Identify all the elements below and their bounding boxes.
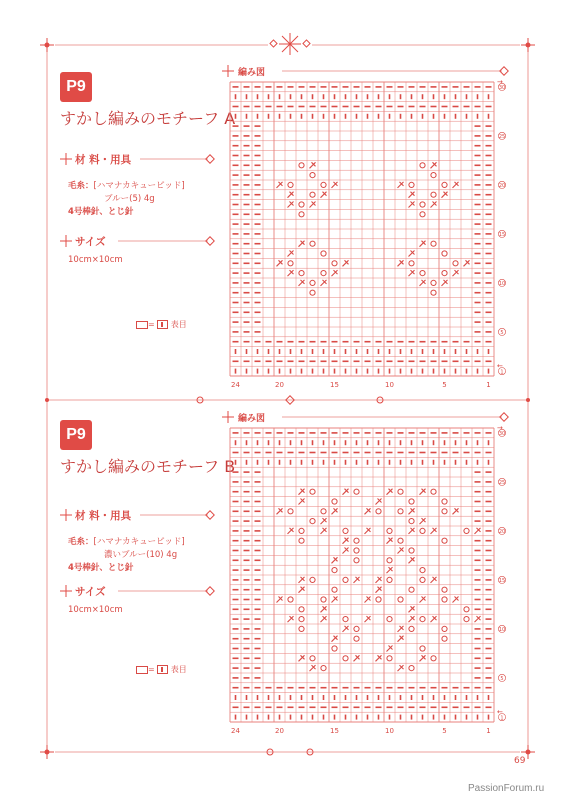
yarn-over-symbol bbox=[442, 626, 447, 631]
k2tog-symbol bbox=[420, 489, 426, 495]
k2tog-symbol bbox=[299, 587, 305, 593]
k2tog-symbol bbox=[332, 508, 338, 514]
yarn-over-symbol bbox=[343, 656, 348, 661]
yarn-over-symbol bbox=[431, 656, 436, 661]
yarn-over-symbol bbox=[420, 528, 425, 533]
row-label: 15 bbox=[498, 232, 506, 239]
yarn-over-symbol bbox=[310, 489, 315, 494]
pattern-b-chart-heading-rule bbox=[222, 410, 522, 424]
k2tog-symbol bbox=[420, 280, 426, 286]
k2tog-symbol bbox=[277, 597, 283, 603]
yarn-over-symbol bbox=[332, 499, 337, 504]
yarn-over-symbol bbox=[442, 636, 447, 641]
yarn-over-symbol bbox=[299, 528, 304, 533]
pattern-a-size: 10cm×10cm bbox=[68, 255, 123, 265]
pattern-a-materials-heading: 材 料・用具 bbox=[75, 154, 132, 166]
yarn-over-symbol bbox=[431, 192, 436, 197]
k2tog-symbol bbox=[332, 182, 338, 188]
row-label: 25 bbox=[498, 134, 506, 141]
k2tog-symbol bbox=[453, 597, 459, 603]
k2tog-symbol bbox=[431, 616, 437, 622]
k2tog-symbol bbox=[343, 626, 349, 632]
k2tog-symbol bbox=[453, 270, 459, 276]
knitting-chart-a bbox=[220, 78, 520, 396]
yarn-over-symbol bbox=[288, 509, 293, 514]
yarn-over-symbol bbox=[288, 261, 293, 266]
row-label: 30 bbox=[498, 431, 506, 438]
yarn-over-symbol bbox=[321, 251, 326, 256]
k2tog-symbol bbox=[288, 251, 294, 257]
yarn-over-symbol bbox=[420, 577, 425, 582]
column-label: 1 bbox=[486, 381, 491, 389]
yarn-over-symbol bbox=[431, 489, 436, 494]
k2tog-symbol bbox=[365, 528, 371, 534]
k2tog-symbol bbox=[420, 655, 426, 661]
k2tog-symbol bbox=[299, 655, 305, 661]
k2tog-symbol bbox=[376, 499, 382, 505]
column-label: 5 bbox=[442, 727, 447, 735]
blank-cell-symbol-icon bbox=[136, 321, 148, 329]
yarn-over-symbol bbox=[442, 587, 447, 592]
column-label: 10 bbox=[385, 727, 394, 735]
yarn-over-symbol bbox=[409, 626, 414, 631]
yarn-over-symbol bbox=[299, 212, 304, 217]
yarn-over-symbol bbox=[310, 577, 315, 582]
k2tog-symbol bbox=[365, 597, 371, 603]
yarn-over-symbol bbox=[343, 617, 348, 622]
pattern-b-needles: 4号棒針、とじ針 bbox=[68, 563, 134, 573]
yarn-over-symbol bbox=[321, 509, 326, 514]
knit-stitch-symbol-icon bbox=[157, 665, 168, 674]
k2tog-symbol bbox=[332, 636, 338, 642]
yarn-over-symbol bbox=[398, 597, 403, 602]
column-label: 5 bbox=[442, 381, 447, 389]
yarn-over-symbol bbox=[420, 212, 425, 217]
yarn-over-symbol bbox=[409, 261, 414, 266]
yarn-over-symbol bbox=[420, 646, 425, 651]
pattern-b-chart-title: 編み図 bbox=[238, 414, 266, 424]
k2tog-symbol bbox=[409, 528, 415, 534]
yarn-over-symbol bbox=[420, 271, 425, 276]
k2tog-symbol bbox=[387, 567, 393, 573]
k2tog-symbol bbox=[288, 528, 294, 534]
k2tog-symbol bbox=[299, 577, 305, 583]
row-direction-arrow: ← bbox=[497, 708, 503, 717]
k2tog-symbol bbox=[321, 606, 327, 612]
pattern-b-badge: P9 bbox=[60, 420, 92, 450]
pattern-b-yarn-label: 毛糸： bbox=[68, 537, 94, 547]
yarn-over-symbol bbox=[442, 182, 447, 187]
pattern-a-size-heading: サイズ bbox=[75, 236, 106, 248]
column-label: 24 bbox=[231, 381, 240, 389]
yarn-over-symbol bbox=[442, 499, 447, 504]
k2tog-symbol bbox=[431, 202, 437, 208]
yarn-over-symbol bbox=[310, 192, 315, 197]
yarn-over-symbol bbox=[376, 597, 381, 602]
pattern-a-legend bbox=[136, 319, 187, 330]
k2tog-symbol bbox=[398, 548, 404, 554]
k2tog-symbol bbox=[431, 577, 437, 583]
yarn-over-symbol bbox=[321, 666, 326, 671]
yarn-over-symbol bbox=[299, 163, 304, 168]
column-label: 20 bbox=[275, 381, 284, 389]
yarn-over-symbol bbox=[299, 626, 304, 631]
yarn-over-symbol bbox=[464, 617, 469, 622]
pattern-b-legend-label: 表目 bbox=[170, 665, 187, 674]
k2tog-symbol bbox=[409, 508, 415, 514]
yarn-over-symbol bbox=[409, 587, 414, 592]
pattern-a-yarn-brand: [ハマナカキューピッド] bbox=[93, 181, 185, 191]
yarn-over-symbol bbox=[299, 617, 304, 622]
pattern-a-chart-title: 編み図 bbox=[238, 68, 266, 78]
k2tog-symbol bbox=[387, 646, 393, 652]
pattern-b-yarn-brand: [ハマナカキューピッド] bbox=[93, 537, 185, 547]
k2tog-symbol bbox=[398, 626, 404, 632]
yarn-over-symbol bbox=[398, 489, 403, 494]
yarn-over-symbol bbox=[420, 202, 425, 207]
column-label: 1 bbox=[486, 727, 491, 735]
k2tog-symbol bbox=[310, 665, 316, 671]
k2tog-symbol bbox=[409, 202, 415, 208]
k2tog-symbol bbox=[398, 260, 404, 266]
column-label: 10 bbox=[385, 381, 394, 389]
yarn-over-symbol bbox=[321, 182, 326, 187]
k2tog-symbol bbox=[464, 260, 470, 266]
yarn-over-symbol bbox=[288, 182, 293, 187]
yarn-over-symbol bbox=[387, 617, 392, 622]
yarn-over-symbol bbox=[453, 261, 458, 266]
k2tog-symbol bbox=[376, 577, 382, 583]
row-label: 10 bbox=[498, 627, 506, 634]
row-label: 30 bbox=[498, 85, 506, 92]
yarn-over-symbol bbox=[464, 607, 469, 612]
k2tog-symbol bbox=[299, 499, 305, 505]
column-label: 15 bbox=[330, 381, 339, 389]
pattern-b-legend bbox=[136, 664, 187, 675]
yarn-over-symbol bbox=[409, 548, 414, 553]
k2tog-symbol bbox=[277, 260, 283, 266]
k2tog-symbol bbox=[277, 508, 283, 514]
k2tog-symbol bbox=[398, 636, 404, 642]
row-label: 20 bbox=[498, 183, 506, 190]
k2tog-symbol bbox=[420, 518, 426, 524]
yarn-over-symbol bbox=[409, 666, 414, 671]
k2tog-symbol bbox=[288, 202, 294, 208]
k2tog-symbol bbox=[365, 616, 371, 622]
pattern-a-badge: P9 bbox=[60, 72, 92, 102]
k2tog-symbol bbox=[343, 489, 349, 495]
pattern-a-title: すかし編みのモチーフ A bbox=[60, 109, 236, 128]
yarn-over-symbol bbox=[310, 519, 315, 524]
yarn-over-symbol bbox=[321, 271, 326, 276]
k2tog-symbol bbox=[321, 528, 327, 534]
yarn-over-symbol bbox=[299, 202, 304, 207]
k2tog-symbol bbox=[475, 616, 481, 622]
k2tog-symbol bbox=[431, 528, 437, 534]
k2tog-symbol bbox=[288, 616, 294, 622]
yarn-over-symbol bbox=[299, 271, 304, 276]
row-direction-arrow: ← bbox=[497, 362, 503, 371]
row-label: 5 bbox=[500, 330, 504, 337]
yarn-over-symbol bbox=[420, 163, 425, 168]
yarn-over-symbol bbox=[409, 519, 414, 524]
yarn-over-symbol bbox=[343, 577, 348, 582]
yarn-over-symbol bbox=[332, 587, 337, 592]
pattern-b-yarn-color: 濃いブルー(10) 4g bbox=[104, 550, 178, 560]
yarn-over-symbol bbox=[354, 538, 359, 543]
k2tog-symbol bbox=[299, 489, 305, 495]
pattern-b-size: 10cm×10cm bbox=[68, 605, 123, 615]
yarn-over-symbol bbox=[332, 568, 337, 573]
yarn-over-symbol bbox=[387, 528, 392, 533]
k2tog-symbol bbox=[420, 597, 426, 603]
pattern-b-size-heading: サイズ bbox=[75, 586, 106, 598]
k2tog-symbol bbox=[343, 548, 349, 554]
row-label: 1 bbox=[500, 369, 504, 376]
yarn-over-symbol bbox=[409, 182, 414, 187]
yarn-over-symbol bbox=[431, 290, 436, 295]
k2tog-symbol bbox=[442, 192, 448, 198]
yarn-over-symbol bbox=[321, 597, 326, 602]
k2tog-symbol bbox=[310, 202, 316, 208]
yarn-over-symbol bbox=[332, 261, 337, 266]
blank-cell-symbol-icon bbox=[136, 666, 148, 674]
k2tog-symbol bbox=[354, 577, 360, 583]
yarn-over-symbol bbox=[387, 558, 392, 563]
row-label: 15 bbox=[498, 578, 506, 585]
yarn-over-symbol bbox=[376, 509, 381, 514]
k2tog-symbol bbox=[387, 538, 393, 544]
knit-stitch-symbol-icon bbox=[157, 320, 168, 329]
yarn-over-symbol bbox=[354, 626, 359, 631]
yarn-over-symbol bbox=[409, 499, 414, 504]
row-label: 20 bbox=[498, 529, 506, 536]
k2tog-symbol bbox=[332, 597, 338, 603]
yarn-over-symbol bbox=[464, 528, 469, 533]
pattern-a-yarn-label: 毛糸： bbox=[68, 181, 94, 191]
yarn-over-symbol bbox=[310, 241, 315, 246]
pattern-a-legend-label: 表目 bbox=[170, 320, 187, 329]
k2tog-symbol bbox=[321, 518, 327, 524]
yarn-over-symbol bbox=[387, 577, 392, 582]
k2tog-symbol bbox=[365, 508, 371, 514]
row-label: 10 bbox=[498, 281, 506, 288]
pattern-a-needles: 4号棒針、とじ針 bbox=[68, 207, 134, 217]
k2tog-symbol bbox=[409, 192, 415, 198]
row-label: 5 bbox=[500, 676, 504, 683]
pattern-b-yarn-line bbox=[68, 536, 185, 548]
knitting-chart-b bbox=[220, 424, 520, 742]
column-label: 24 bbox=[231, 727, 240, 735]
k2tog-symbol bbox=[409, 616, 415, 622]
row-label: 1 bbox=[500, 715, 504, 722]
k2tog-symbol bbox=[376, 587, 382, 593]
k2tog-symbol bbox=[453, 508, 459, 514]
k2tog-symbol bbox=[321, 616, 327, 622]
yarn-over-symbol bbox=[387, 656, 392, 661]
column-label: 20 bbox=[275, 727, 284, 735]
yarn-over-symbol bbox=[398, 538, 403, 543]
k2tog-symbol bbox=[420, 241, 426, 247]
yarn-over-symbol bbox=[420, 568, 425, 573]
row-direction-arrow: → bbox=[497, 424, 503, 432]
yarn-over-symbol bbox=[442, 597, 447, 602]
pattern-b-materials-heading: 材 料・用具 bbox=[75, 510, 132, 522]
yarn-over-symbol bbox=[332, 646, 337, 651]
k2tog-symbol bbox=[321, 192, 327, 198]
yarn-over-symbol bbox=[310, 656, 315, 661]
yarn-over-symbol bbox=[354, 636, 359, 641]
yarn-over-symbol bbox=[420, 617, 425, 622]
page-number: 69 bbox=[514, 756, 526, 766]
pattern-b-title: すかし編みのモチーフ B bbox=[60, 457, 236, 476]
k2tog-symbol bbox=[475, 528, 481, 534]
k2tog-symbol bbox=[288, 192, 294, 198]
pattern-a-yarn-line bbox=[68, 180, 185, 192]
yarn-over-symbol bbox=[442, 251, 447, 256]
yarn-over-symbol bbox=[310, 173, 315, 178]
yarn-over-symbol bbox=[310, 290, 315, 295]
k2tog-symbol bbox=[343, 260, 349, 266]
yarn-over-symbol bbox=[310, 280, 315, 285]
k2tog-symbol bbox=[453, 182, 459, 188]
k2tog-symbol bbox=[332, 557, 338, 563]
k2tog-symbol bbox=[409, 251, 415, 257]
k2tog-symbol bbox=[288, 270, 294, 276]
k2tog-symbol bbox=[442, 280, 448, 286]
k2tog-symbol bbox=[354, 655, 360, 661]
k2tog-symbol bbox=[431, 162, 437, 168]
yarn-over-symbol bbox=[288, 597, 293, 602]
yarn-over-symbol bbox=[299, 607, 304, 612]
k2tog-symbol bbox=[398, 182, 404, 188]
yarn-over-symbol bbox=[431, 241, 436, 246]
yarn-over-symbol bbox=[299, 538, 304, 543]
k2tog-symbol bbox=[387, 489, 393, 495]
k2tog-symbol bbox=[409, 557, 415, 563]
k2tog-symbol bbox=[321, 280, 327, 286]
yarn-over-symbol bbox=[354, 558, 359, 563]
yarn-over-symbol bbox=[354, 489, 359, 494]
yarn-over-symbol bbox=[431, 173, 436, 178]
row-label: 25 bbox=[498, 480, 506, 487]
pattern-a-chart-heading-rule bbox=[222, 64, 522, 78]
k2tog-symbol bbox=[332, 270, 338, 276]
pattern-b-legend-eq: = bbox=[148, 665, 158, 674]
k2tog-symbol bbox=[409, 270, 415, 276]
k2tog-symbol bbox=[277, 182, 283, 188]
column-label: 15 bbox=[330, 727, 339, 735]
k2tog-symbol bbox=[299, 280, 305, 286]
row-direction-arrow: → bbox=[497, 78, 503, 86]
k2tog-symbol bbox=[299, 241, 305, 247]
yarn-over-symbol bbox=[343, 528, 348, 533]
yarn-over-symbol bbox=[354, 548, 359, 553]
k2tog-symbol bbox=[343, 538, 349, 544]
watermark: PassionForum.ru bbox=[468, 783, 545, 794]
pattern-a-yarn-color: ブルー(5) 4g bbox=[104, 194, 155, 204]
k2tog-symbol bbox=[376, 655, 382, 661]
pattern-a-legend-eq: = bbox=[148, 320, 158, 329]
k2tog-symbol bbox=[409, 606, 415, 612]
yarn-over-symbol bbox=[442, 271, 447, 276]
k2tog-symbol bbox=[310, 162, 316, 168]
k2tog-symbol bbox=[398, 665, 404, 671]
yarn-over-symbol bbox=[398, 509, 403, 514]
yarn-over-symbol bbox=[431, 280, 436, 285]
yarn-over-symbol bbox=[442, 509, 447, 514]
yarn-over-symbol bbox=[442, 538, 447, 543]
